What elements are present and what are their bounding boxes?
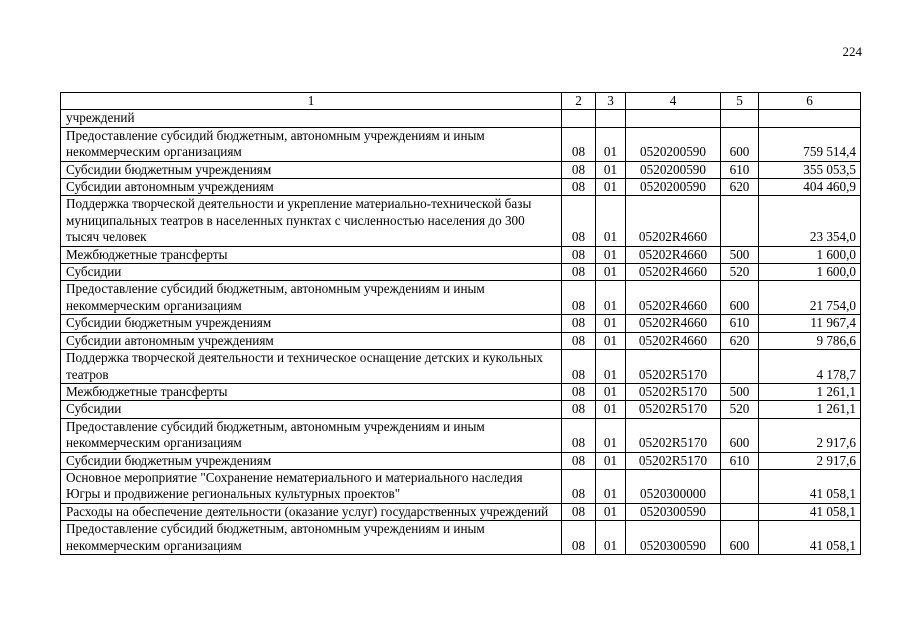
row-subsection: 01 [596, 179, 626, 196]
row-amount: 9 786,6 [759, 332, 861, 349]
row-expense-type: 600 [721, 418, 759, 452]
row-section: 08 [562, 383, 596, 400]
table-row [61, 179, 861, 196]
row-subsection: 01 [596, 246, 626, 263]
row-section: 08 [562, 469, 596, 503]
row-subsection: 01 [596, 196, 626, 246]
row-amount: 1 600,0 [759, 264, 861, 281]
row-name: Поддержка творческой деятельности и техническое оснащение детских и кукольных театров [61, 350, 562, 384]
continuation-row [61, 110, 861, 127]
table-row [61, 127, 861, 161]
row-amount: 21 754,0 [759, 281, 861, 315]
row-amount: 11 967,4 [759, 315, 861, 332]
row-name: Расходы на обеспечение деятельности (оказание услуг) государственных учреждений [61, 503, 562, 520]
row-expense-type: 620 [721, 332, 759, 349]
header-row [61, 93, 861, 110]
row-expense-type: 600 [721, 281, 759, 315]
row-section: 08 [562, 332, 596, 349]
row-target-article: 0520200590 [626, 179, 721, 196]
table-row [61, 161, 861, 178]
row-section: 08 [562, 315, 596, 332]
table-row [61, 503, 861, 520]
row-subsection: 01 [596, 161, 626, 178]
row-target-article: 05202R4660 [626, 246, 721, 263]
column-header: 3 [596, 93, 626, 110]
row-subsection: 01 [596, 281, 626, 315]
page-number: 224 [842, 44, 862, 59]
row-amount: 404 460,9 [759, 179, 861, 196]
row-name: Межбюджетные трансферты [61, 383, 562, 400]
row-expense-type: 620 [721, 179, 759, 196]
row-section: 08 [562, 127, 596, 161]
row-subsection: 01 [596, 127, 626, 161]
row-expense-type: 520 [721, 264, 759, 281]
row-target-article: 0520200590 [626, 127, 721, 161]
column-header: 1 [61, 93, 562, 110]
row-name: Субсидии бюджетным учреждениям [61, 452, 562, 469]
row-target-article: 05202R4660 [626, 196, 721, 246]
table-row [61, 401, 861, 418]
row-name: Субсидии автономным учреждениям [61, 179, 562, 196]
column-header: 4 [626, 93, 721, 110]
row-target-article: 05202R4660 [626, 281, 721, 315]
row-name: Субсидии [61, 401, 562, 418]
row-amount: 41 058,1 [759, 503, 861, 520]
row-name: Субсидии [61, 264, 562, 281]
row-expense-type: 520 [721, 401, 759, 418]
row-section: 08 [562, 521, 596, 555]
row-target-article: 05202R5170 [626, 452, 721, 469]
row-expense-type: 610 [721, 452, 759, 469]
row-subsection: 01 [596, 315, 626, 332]
row-name: Межбюджетные трансферты [61, 246, 562, 263]
row-target-article: 0520200590 [626, 161, 721, 178]
row-amount: 2 917,6 [759, 452, 861, 469]
row-target-article: 05202R5170 [626, 350, 721, 384]
row-target-article: 05202R4660 [626, 332, 721, 349]
row-subsection: 01 [596, 503, 626, 520]
row-subsection: 01 [596, 521, 626, 555]
row-section: 08 [562, 503, 596, 520]
row-amount: 1 600,0 [759, 246, 861, 263]
row-subsection: 01 [596, 383, 626, 400]
row-name: Предоставление субсидий бюджетным, автономным учреждениям и иным некоммерческим организациям [61, 418, 562, 452]
row-section: 08 [562, 281, 596, 315]
row-amount: 41 058,1 [759, 469, 861, 503]
row-subsection: 01 [596, 452, 626, 469]
table-row [61, 383, 861, 400]
row-section: 08 [562, 196, 596, 246]
row-target-article: 05202R4660 [626, 315, 721, 332]
row-target-article: 0520300000 [626, 469, 721, 503]
row-name: Предоставление субсидий бюджетным, автономным учреждениям и иным некоммерческим организациям [61, 281, 562, 315]
row-subsection: 01 [596, 332, 626, 349]
column-header: 5 [721, 93, 759, 110]
row-target-article: 0520300590 [626, 521, 721, 555]
row-name: Предоставление субсидий бюджетным, автономным учреждениям и иным некоммерческим организациям [61, 521, 562, 555]
row-section: 08 [562, 264, 596, 281]
table-row [61, 418, 861, 452]
row-amount: 355 053,5 [759, 161, 861, 178]
table-row [61, 521, 861, 555]
row-expense-type: 610 [721, 315, 759, 332]
row-subsection: 01 [596, 350, 626, 384]
row-expense-type [721, 469, 759, 503]
row-name: Субсидии автономным учреждениям [61, 332, 562, 349]
row-expense-type: 600 [721, 521, 759, 555]
table-row [61, 246, 861, 263]
row-expense-type: 500 [721, 383, 759, 400]
table-row [61, 350, 861, 384]
row-section: 08 [562, 246, 596, 263]
table-row [61, 469, 861, 503]
column-header: 6 [759, 93, 861, 110]
row-section: 08 [562, 401, 596, 418]
table-row [61, 315, 861, 332]
row-subsection: 01 [596, 264, 626, 281]
row-amount: 4 178,7 [759, 350, 861, 384]
row-section: 08 [562, 179, 596, 196]
table-row [61, 332, 861, 349]
row-name: Поддержка творческой деятельности и укрепление материально-технической базы муниципальных театров в населенных пунктах с численностью населения до 300 тысяч человек [61, 196, 562, 246]
row-subsection: 01 [596, 401, 626, 418]
row-expense-type [721, 196, 759, 246]
table-row [61, 196, 861, 246]
row-target-article: 05202R4660 [626, 264, 721, 281]
row-target-article: 05202R5170 [626, 401, 721, 418]
row-expense-type [721, 503, 759, 520]
row-amount: 1 261,1 [759, 383, 861, 400]
row-section: 08 [562, 161, 596, 178]
row-amount: 2 917,6 [759, 418, 861, 452]
row-target-article: 0520300590 [626, 503, 721, 520]
row-amount: 41 058,1 [759, 521, 861, 555]
row-expense-type: 500 [721, 246, 759, 263]
row-expense-type: 610 [721, 161, 759, 178]
table-row [61, 281, 861, 315]
row-name: Предоставление субсидий бюджетным, автономным учреждениям и иным некоммерческим организациям [61, 127, 562, 161]
row-target-article: 05202R5170 [626, 383, 721, 400]
continuation-text: учреждений [61, 110, 562, 127]
row-expense-type [721, 350, 759, 384]
row-name: Субсидии бюджетным учреждениям [61, 161, 562, 178]
row-subsection: 01 [596, 469, 626, 503]
column-header: 2 [562, 93, 596, 110]
row-section: 08 [562, 452, 596, 469]
row-amount: 23 354,0 [759, 196, 861, 246]
row-expense-type: 600 [721, 127, 759, 161]
row-section: 08 [562, 418, 596, 452]
row-name: Основное мероприятие "Сохранение нематериального и материального наследия Югры и продвижение региональных культурных проектов" [61, 469, 562, 503]
row-amount: 1 261,1 [759, 401, 861, 418]
row-name: Субсидии бюджетным учреждениям [61, 315, 562, 332]
row-subsection: 01 [596, 418, 626, 452]
table-row [61, 452, 861, 469]
budget-table [60, 92, 861, 555]
row-amount: 759 514,4 [759, 127, 861, 161]
row-target-article: 05202R5170 [626, 418, 721, 452]
row-section: 08 [562, 350, 596, 384]
table-row [61, 264, 861, 281]
